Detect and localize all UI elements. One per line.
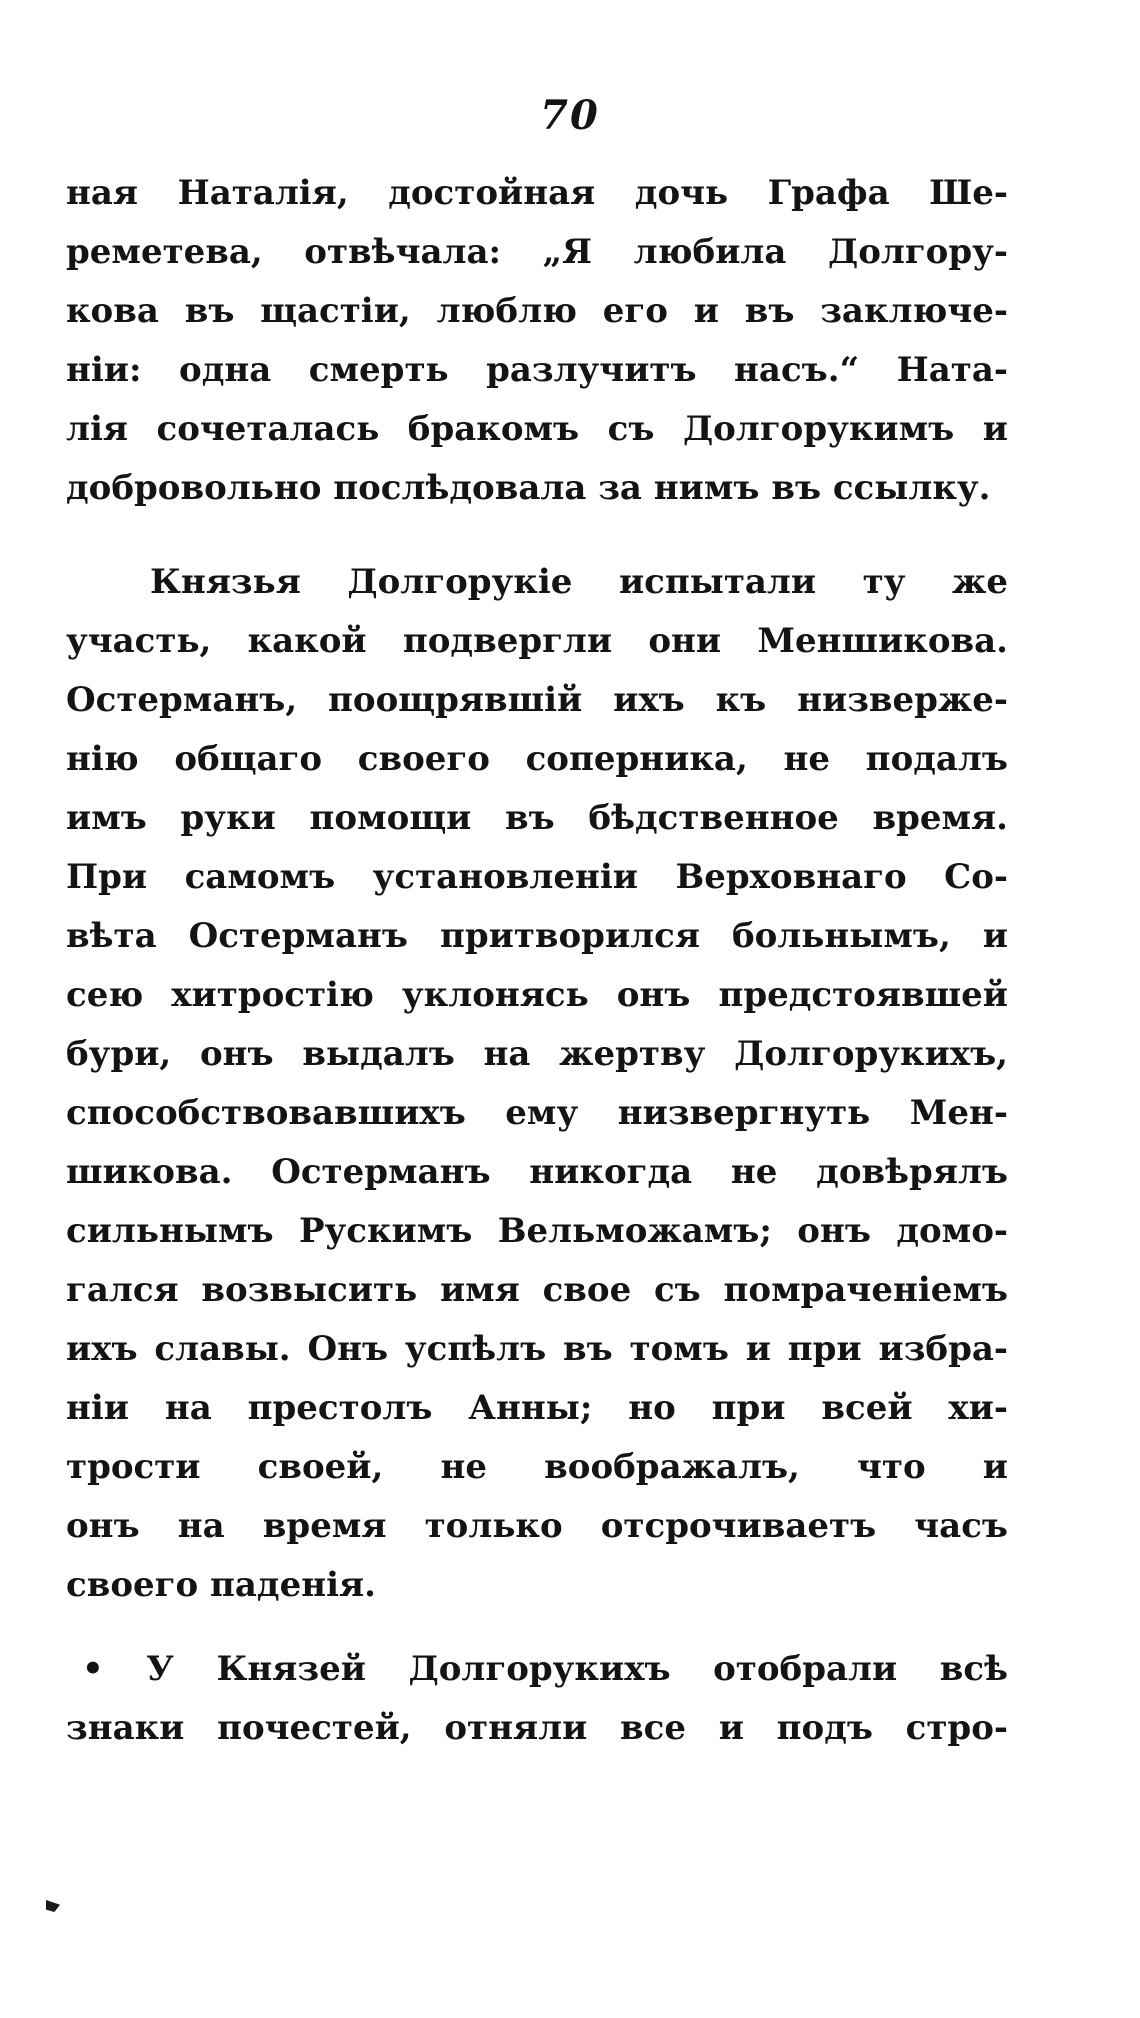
text-line: нію общаго своего соперника, не подалъ [66,739,1008,779]
text-line: При самомъ установленіи Верховнаго Со- [66,857,1008,897]
text-line: сею хитростію уклонясь онъ предстоявшей [66,975,1008,1015]
text-line: способствовавшихъ ему низвергнуть Мен- [66,1093,1008,1133]
text-line: ніи на престолъ Анны; но при всей хи- [66,1388,1008,1428]
text-line: вѣта Остерманъ притворился больнымъ, и [66,916,1008,956]
text-line: реметева, отвѣчала: „Я любила Долгору- [66,232,1008,272]
text-line: кова въ щастіи, люблю его и въ заключе- [66,291,1008,331]
text-line: шикова. Остерманъ никогда не довѣрялъ [66,1152,1008,1192]
text-line: • У Князей Долгорукихъ отобрали всѣ [82,1649,1008,1689]
text-line: бури, онъ выдалъ на жертву Долгорукихъ, [66,1034,1008,1074]
text-line: своего паденія. [66,1565,376,1605]
text-line: имъ руки помощи въ бѣдственное время. [66,798,1008,838]
text-line: сильнымъ Рускимъ Вельможамъ; онъ домо- [66,1211,1008,1251]
text-line: Остерманъ, поощрявшій ихъ къ низверже- [66,680,1008,720]
text-line: трости своей, не воображалъ, что и [66,1447,1008,1487]
text-line: гался возвысить имя свое съ помраченіемъ [66,1270,1008,1310]
ink-speck [46,1900,60,1912]
text-line: добровольно послѣдовала за нимъ въ ссылку. [66,468,991,508]
text-line: ная Наталія, достойная дочь Графа Ше- [66,173,1008,213]
text-line: ихъ славы. Онъ успѣлъ въ томъ и при избра- [66,1329,1008,1369]
text-line: Князья Долгорукіе испытали ту же [150,562,1008,602]
text-line: ніи: одна смерть разлучитъ насъ.“ Ната- [66,350,1008,390]
text-line: знаки почестей, отняли все и подъ стро- [66,1708,1008,1748]
text-line: участь, какой подвергли они Меншикова. [66,621,1008,661]
paragraph-2 [66,553,1008,1615]
paragraph-3 [66,1640,1008,1758]
text-line: онъ на время только отсрочиваетъ часъ [66,1506,1008,1546]
paragraph-1 [66,164,1008,518]
text-line: лія сочеталась бракомъ съ Долгорукимъ и [66,409,1008,449]
page-number: 70 [540,92,600,139]
